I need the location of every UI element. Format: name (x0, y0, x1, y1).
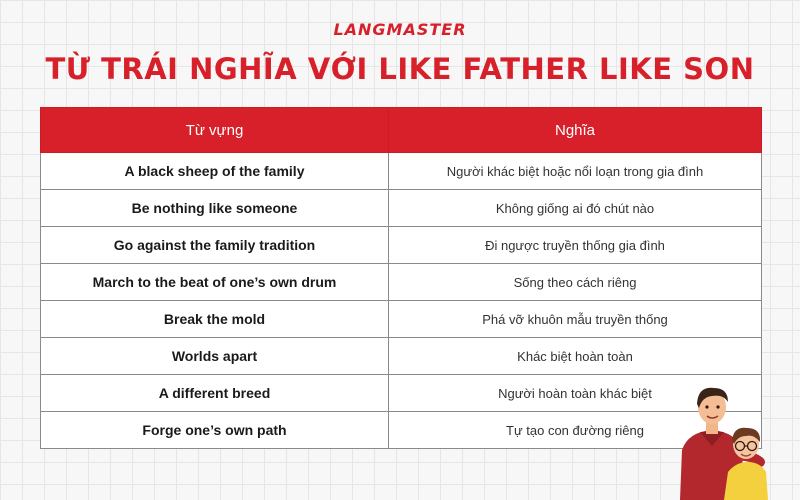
term-cell: Forge one’s own path (41, 412, 389, 449)
meaning-cell: Phá vỡ khuôn mẫu truyền thống (389, 301, 762, 338)
meaning-cell: Tự tạo con đường riêng (389, 412, 762, 449)
meaning-cell: Người khác biệt hoặc nổi loạn trong gia đình (389, 153, 762, 190)
meaning-cell: Đi ngược truyền thống gia đình (389, 227, 762, 264)
term-cell: Worlds apart (41, 338, 389, 375)
column-header-vocabulary: Từ vựng (41, 108, 389, 153)
table-row (41, 153, 762, 190)
table-row (41, 227, 762, 264)
table-row (41, 190, 762, 227)
term-cell: A different breed (41, 375, 389, 412)
term-cell: Break the mold (41, 301, 389, 338)
term-cell: March to the beat of one’s own drum (41, 264, 389, 301)
meaning-cell: Khác biệt hoàn toàn (389, 338, 762, 375)
meaning-cell: Sống theo cách riêng (389, 264, 762, 301)
meaning-cell: Không giống ai đó chút nào (389, 190, 762, 227)
table-row (41, 338, 762, 375)
table-row (41, 412, 762, 449)
table-row (41, 375, 762, 412)
table-row (41, 264, 762, 301)
brand-logo: LANGMASTER (333, 20, 467, 39)
vocabulary-table (40, 107, 762, 449)
term-cell: A black sheep of the family (41, 153, 389, 190)
page-title: TỪ TRÁI NGHĨA VỚI LIKE FATHER LIKE SON (45, 52, 755, 86)
table-header-row (41, 108, 762, 153)
father-son-illustration-icon (668, 380, 800, 500)
term-cell: Go against the family tradition (41, 227, 389, 264)
term-cell: Be nothing like someone (41, 190, 389, 227)
meaning-cell: Người hoàn toàn khác biệt (389, 375, 762, 412)
column-header-meaning: Nghĩa (389, 108, 762, 153)
table-row (41, 301, 762, 338)
